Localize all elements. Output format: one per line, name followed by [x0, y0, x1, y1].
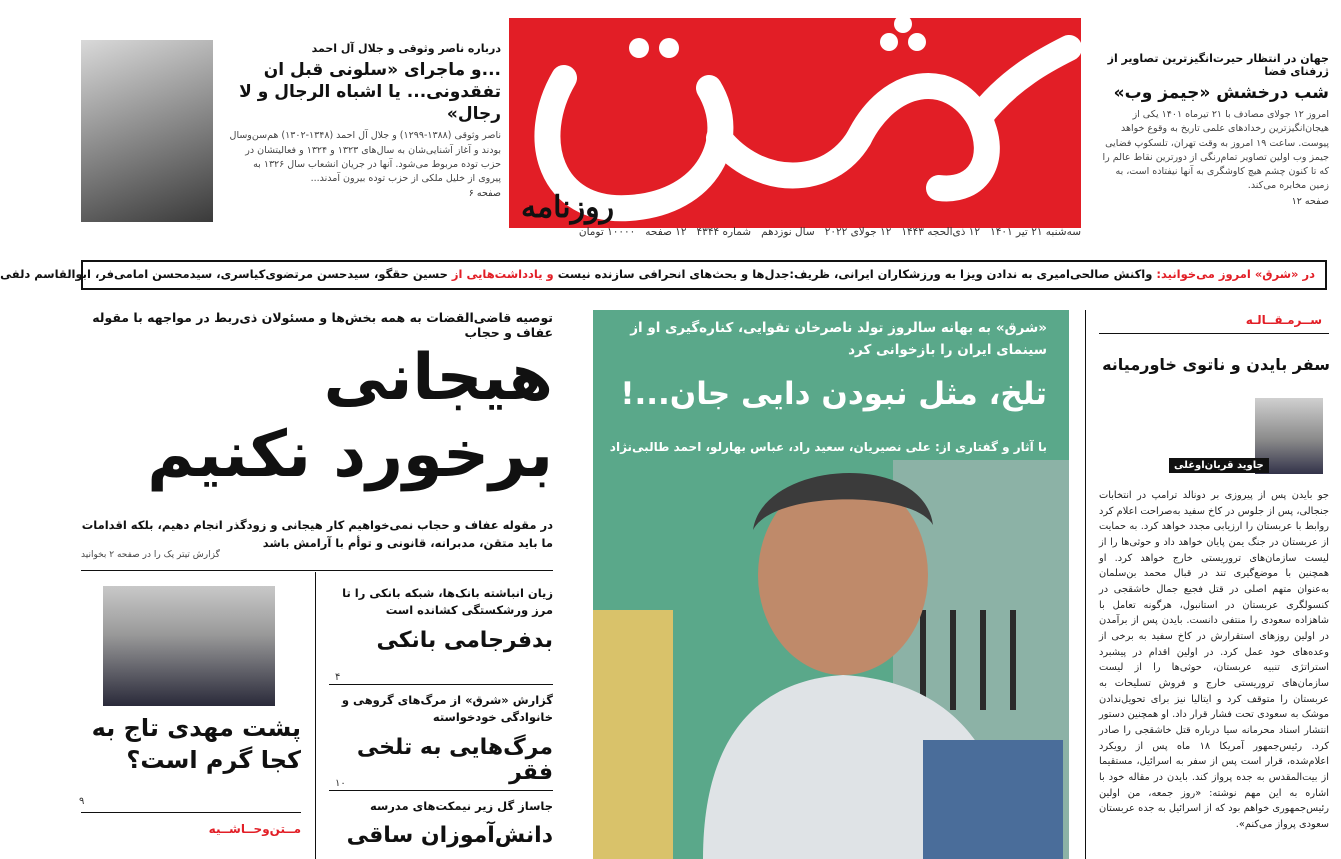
divider	[81, 812, 301, 813]
editorial-body: جو بایدن پس از پیروزی بر دونالد ترامپ در انتخابات جنجالی، پس از جلوس در کاخ سفید به‌صراحت اعلام کرد روابط با عربستان را ارزیابی مجدد خواهد کرد. به حمایت از عربستان در جنگ یمن پایان خواهد داد و حوثی‌ها را از لیست سازمان‌های تروریستی خارج خواهد کرد. او همچنین با موضع‌گیری تند در قبال محمد بن‌سلمان به‌عنوان متهم اصلی در قتل فجیع جمال خاشقجی در کنسولگری عربستان در استانبول، هرگونه تعامل با شاهزاده سعودی را منتفی دانست. بایدن پس از برآمدن در اولین روزهای استقرارش در کاخ سفید به برخی از وعده‌های خود عمل کرد. در اولین اقدام در پیشبرد استراتژی تنبیه عربستان، حوثی‌ها را از لیست سازمان‌های تروریستی خارج و فروش تسلیحات به عربستان را متوقف کرد و ایتالیا نیز برای تحویل‌ندادن موشک به سعودی تحت فشار قرار داد. او همچنین دستور انتشار اسناد محرمانه سیا درباره قتل خاشقجی را صادر کرد. رئیس‌جمهور آمریکا ۱۸ ماه پس از رویکرد اعلام‌شده، قرار است پس از سفر به اسرائیل، مستقیما از بیت‌المقدس به جده پرواز کند. بایدن در مقاله خود با اشاره به این مهم نوشته: «روز جمعه، من اولین رئیس‌جمهوری خواهم بود که از اسرائیل به جده عربستان سعودی پرواز می‌کنم».	[1099, 490, 1329, 831]
issue-meta	[509, 226, 1081, 242]
today-strip[interactable]	[0, 260, 1327, 290]
main-headline-line-2: برخورد نکنیم	[147, 417, 553, 492]
section-label-matn: مــتن‌وحــاشــیه	[208, 822, 301, 836]
photo-story-headline: تلخ، مثل نبودن دایی جان...!	[620, 376, 1047, 412]
divider	[329, 684, 553, 685]
story-headline: بدفرجامی بانکی	[376, 627, 553, 653]
strip-names: حسین حقگو، سیدحسن مرتضوی‌کیاسری، سیدمحسن امامی‌فر، ابوالقاسم دلفی	[0, 267, 448, 281]
story-banks[interactable]	[329, 585, 553, 653]
right-teaser-kicker: جهان در انتظار حیرت‌انگیزترین تصاویر از ژرفنای فضا	[1107, 52, 1329, 78]
editorial-label: ســرمـقــالـه	[1245, 313, 1322, 327]
story-page-number: ۴	[335, 672, 341, 683]
meta-date-hijri: ۱۲ ذی‌الحجه ۱۴۴۳	[901, 226, 981, 238]
divider	[81, 570, 553, 571]
story-students[interactable]	[329, 798, 553, 848]
divider	[1099, 333, 1329, 334]
main-headline-line-1: هیجانی	[323, 341, 553, 415]
masthead[interactable]	[509, 18, 1081, 228]
story-page-number: ۱۰	[335, 778, 346, 789]
meta-price: ۱۰۰۰۰ تومان	[578, 226, 636, 238]
left-teaser-body: ناصر وثوقی (۱۳۸۸-۱۲۹۹) و جلال آل احمد (۱۳۴۸-۱۳۰۲) هم‌سن‌وسال بودند و آغاز آشنایی‌شان به سال‌های ۱۳۲۳ و ۱۳۲۴ و فعالیتشان در حزب توده مربوط می‌شود. آنها در جریان انشعاب سال ۱۳۲۶ به پیروی از خلیل ملکی از حزب توده بیرون آمدند...	[229, 130, 501, 185]
meta-pages: ۱۲ صفحه	[645, 226, 687, 238]
story-kicker: زیان انباشته بانک‌ها، شبکه بانکی را تا مرز ورشکستگی کشانده است	[342, 586, 553, 618]
story-kicker: جاساز گل زیر نیمکت‌های مدرسه	[370, 799, 553, 813]
taj-photo	[103, 586, 275, 706]
column-divider	[1085, 310, 1086, 859]
left-teaser-page: صفحه ۶	[468, 188, 501, 200]
main-kicker: توصیه قاضی‌القضات به همه بخش‌ها و مسئولان ذی‌ربط در مواجهه با مقوله عفاف و حجاب	[92, 310, 553, 340]
main-credit: گزارش تیتر یک را در صفحه ۲ بخوانید	[81, 550, 220, 560]
right-teaser[interactable]	[1099, 52, 1329, 232]
portrait-photo	[81, 40, 213, 222]
taj-headline[interactable]: پشت مهدی تاج به کجا گرم است؟	[91, 714, 301, 775]
editorial-headline[interactable]: سفر بایدن و ناتوی خاورمیانه	[1102, 355, 1330, 374]
main-headline[interactable]	[81, 340, 553, 494]
strip-text: واکنش صالحی‌امیری به ندادن ویزا به ورزشکاران ایرانی، ظریف:جدل‌ها و بحث‌های انحرافی سازنده نیست	[557, 267, 1153, 281]
left-teaser-kicker: درباره ناصر وثوقی و جلال آل احمد	[311, 42, 501, 55]
strip-label: در «شرق» امروز می‌خوانید:	[1156, 267, 1315, 281]
photo-story-kicker: «شرق» به بهانه سالروز تولد ناصرخان تقوایی، کناره‌گیری او از سینمای ایران را بازخوانی کرد	[630, 320, 1047, 358]
strip-label-2: و یادداشت‌هایی از	[451, 267, 554, 281]
meta-date-gregorian: ۱۲ جولای ۲۰۲۲	[824, 226, 892, 238]
story-headline: دانش‌آموزان ساقی	[346, 823, 553, 849]
taj-page-number: ۹	[79, 796, 85, 807]
right-teaser-headline[interactable]: شب درخشش «جیمز وب»	[1113, 83, 1329, 103]
main-lead: در مقوله عفاف و حجاب نمی‌خواهیم کار هیجانی و زودگذر انجام دهیم، بلکه اقدامات ما باید متقن، مدبرانه، قانونی و توأم با آرامش باشد	[81, 518, 553, 551]
photo-story-credit: با آثار و گفتاری از: علی نصیریان، سعید راد، عباس بهارلو، احمد طالبی‌نژاد	[609, 440, 1047, 454]
meta-date-shamsi: سه‌شنبه ۲۱ تیر ۱۴۰۱	[990, 226, 1081, 238]
meta-issue: شماره ۴۳۴۴	[696, 226, 752, 238]
left-teaser-headline[interactable]: ...و ماجرای «سلونی قبل ان تفقدونی... یا اشباه الرجال و لا رجال»	[239, 60, 501, 125]
logo-subtitle: روزنامه	[521, 190, 615, 225]
meta-year: سال نوزدهم	[761, 226, 815, 238]
story-headline: مرگ‌هایی به تلخی فقر	[356, 734, 553, 785]
right-teaser-body: امروز ۱۲ جولای مصادف با ۲۱ تیرماه ۱۴۰۱ یکی از هیجان‌انگیزترین رخدادهای علمی تاریخ به وقوع خواهد پیوست. ساعت ۱۹ امروز به وقت تهران، تلسکوپ فضایی جیمز وب اولین تصاویر تمام‌رنگی از دورترین نقاط عالم را که تا کنون چشم هیچ کاوشگری به آنها نیفتاده است، به زمین مخابره می‌کند.	[1102, 109, 1329, 192]
divider	[329, 790, 553, 791]
right-teaser-page: صفحه ۱۲	[1291, 195, 1329, 207]
story-deaths[interactable]	[329, 692, 553, 785]
author-name: جاوید قربان‌اوغلی	[1169, 458, 1269, 473]
story-kicker: گزارش «شرق» از مرگ‌های گروهی و خانوادگی خودخواسته	[341, 693, 553, 725]
left-teaser[interactable]	[229, 42, 501, 227]
column-divider	[315, 572, 316, 859]
photo-story[interactable]	[593, 310, 1069, 859]
